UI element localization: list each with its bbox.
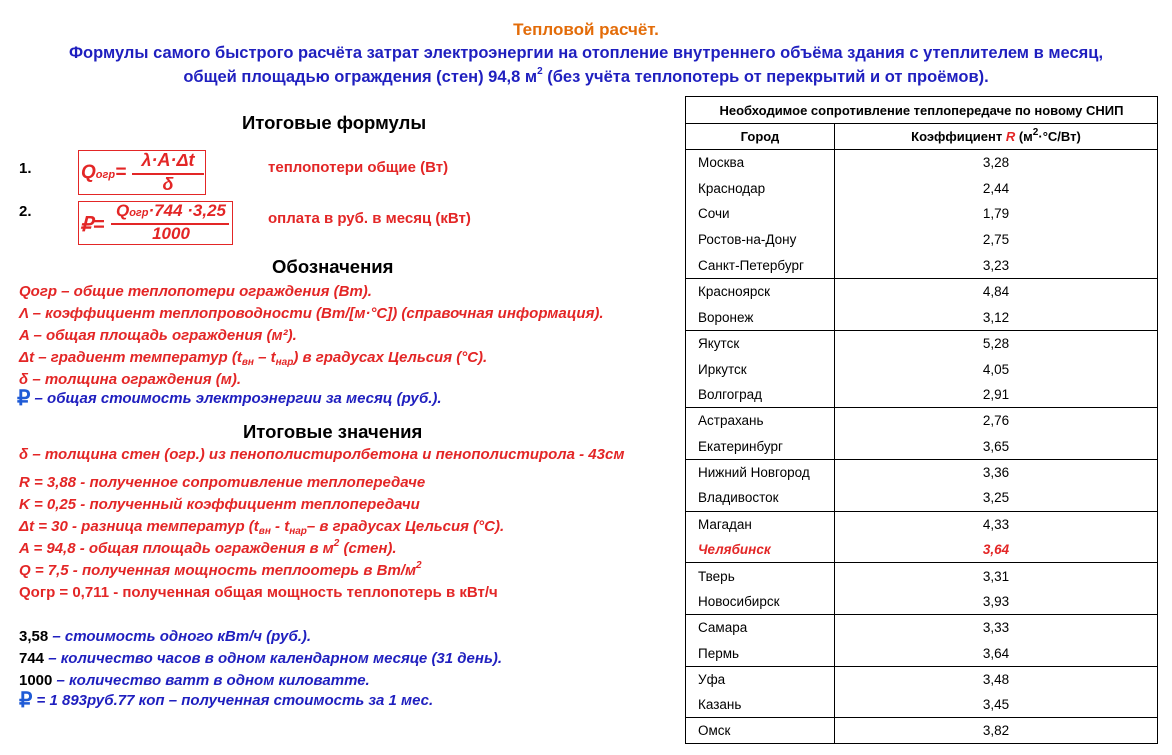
table-row: [686, 537, 1158, 563]
table-cell-city: Санкт-Петербург: [698, 257, 804, 273]
table-cell-city: Якутск: [686, 330, 835, 356]
table-row: [686, 279, 1158, 305]
table-row: [686, 434, 1158, 460]
table-row: [686, 666, 1158, 692]
cost-hours: 744 – количество часов в одном календарном месяце (31 день).: [19, 650, 503, 667]
table-cell-value: 3,28: [835, 149, 1158, 175]
table-row: [686, 615, 1158, 641]
cost-price: 3,58 – стоимость одного кВт/ч (руб.).: [19, 628, 312, 645]
table-cell-city: Красноярск: [686, 279, 835, 305]
table-row: [686, 253, 1158, 279]
formula-2-lhs: ₽=: [80, 214, 105, 236]
table-cell-value: 3,64: [835, 537, 1158, 563]
table-cell-value: 2,76: [835, 408, 1158, 434]
table-row: [686, 563, 1158, 589]
table-caption: Необходимое сопротивление теплопередаче по новому СНИП: [686, 97, 1158, 124]
table-cell-value: 3,36: [835, 459, 1158, 485]
subtitle-line-2-post: (без учёта теплопотерь от перекрытий и от проёмов).: [542, 68, 989, 86]
table-row: [686, 201, 1158, 227]
subtitle-line-2-pre: общей площадью ограждения (стен) 94,8 м: [183, 68, 538, 86]
subtitle-line-2: [0, 68, 1172, 87]
table-cell-value: 3,64: [835, 640, 1158, 666]
table-cell-city: Воронеж: [698, 309, 754, 325]
table-row: [686, 175, 1158, 201]
table-row: [686, 718, 1158, 744]
table-cell-value: 3,23: [835, 253, 1158, 279]
table-cell-city: Омск: [686, 718, 835, 744]
table-cell-value: 2,44: [835, 175, 1158, 201]
snip-resistance-table: [685, 96, 1158, 744]
table-cell-city: Астрахань: [686, 408, 835, 434]
table-cell-value: 4,33: [835, 511, 1158, 537]
value-k: K = 0,25 - полученный коэффициент теплопередачи: [19, 496, 420, 513]
formula-2-number: 2.: [19, 203, 32, 220]
value-dt: Δt = 30 - разница температур ($t_{вн} - t_{нар}-$ в градусах Цельсия (°С).: [19, 518, 505, 537]
table-cell-city: Новосибирск: [698, 593, 780, 609]
formula-1-lhs: Qогр=: [81, 162, 127, 183]
table-cell-city: Магадан: [686, 511, 835, 537]
notation-item-area: A – общая площадь ограждения (м²).: [19, 327, 297, 344]
formula-2-description: оплата в руб. в месяц (кВт): [268, 210, 471, 227]
table-cell-value: 1,79: [835, 201, 1158, 227]
value-thickness: δ – толщина стен (огр.) из пенополистиролбетона и пенополистирола - 43см: [19, 446, 625, 463]
formula-1-box: [78, 150, 206, 195]
table-cell-city: Казань: [698, 697, 742, 713]
table-cell-city: Сочи: [698, 206, 730, 222]
table-cell-city: Ростов-на-Дону: [698, 232, 797, 248]
formula-1-description: теплопотери общие (Вт): [268, 159, 449, 176]
table-row: [686, 330, 1158, 356]
table-cell-value: 2,91: [835, 382, 1158, 408]
table-cell-city: Уфа: [686, 666, 835, 692]
formula-2-denominator: 1000: [152, 224, 190, 243]
ruble-icon: ₽: [17, 387, 31, 410]
cost-total: ₽ = 1 893руб.77 коп – полученная стоимость за 1 мес.: [19, 689, 434, 712]
column-header-coefficient: Коэффициент R $(м^2\cdot^\circ C/Вт)$: [835, 124, 1158, 150]
table-row: [686, 692, 1158, 718]
table-header-row: [686, 124, 1158, 150]
table-row: [686, 640, 1158, 666]
formula-1-denominator: δ: [162, 174, 174, 194]
values-heading: Итоговые значения: [243, 421, 423, 442]
table-cell-city: Иркутск: [698, 361, 747, 377]
table-row: [686, 356, 1158, 382]
ruble-icon: ₽: [19, 689, 33, 712]
notation-item-dt: Δt – градиент температур $(t_{вн} - t_{нар})$ в градусах Цельсия (°С).: [19, 349, 488, 368]
table-row: [686, 589, 1158, 615]
notation-item-rub: ₽ – общая стоимость электроэнергии за месяц (руб.).: [17, 387, 442, 410]
table-caption-row: [686, 97, 1158, 124]
table-cell-city: Тверь: [686, 563, 835, 589]
table-cell-value: 3,12: [835, 304, 1158, 330]
table-row: [686, 304, 1158, 330]
table-cell-value: 4,84: [835, 279, 1158, 305]
column-header-city: Город: [686, 124, 835, 150]
table-row: [686, 149, 1158, 175]
formulas-heading: Итоговые формулы: [242, 112, 427, 133]
table-cell-city: Волгоград: [698, 387, 763, 403]
table-cell-city: Пермь: [698, 645, 740, 661]
table-cell-value: 3,25: [835, 485, 1158, 511]
table-cell-value: 3,33: [835, 615, 1158, 641]
value-r: R = 3,88 - полученное сопротивление теплопередаче: [19, 474, 426, 491]
table-cell-city: Самара: [686, 615, 835, 641]
table-cell-value: 3,93: [835, 589, 1158, 615]
table-row: [686, 408, 1158, 434]
formula-2-box: [78, 201, 233, 245]
table-cell-city: Владивосток: [698, 490, 779, 506]
table-cell-value: 5,28: [835, 330, 1158, 356]
value-qogr: Qогр = 0,711 - полученная общая мощность теплопотерь в кВт/ч: [19, 584, 498, 601]
table-row: [686, 227, 1158, 253]
value-q: Q = 7,5 - полученная мощность теплоотерь в $Вт/м^2$: [19, 560, 422, 579]
formula-2-numerator: Qогр·744 ·3,25: [115, 201, 227, 220]
cost-watts: 1000 – количество ватт в одном киловатте.: [19, 672, 370, 689]
value-area: A = 94,8 - общая площадь ограждения в $м^2$ (стен).: [19, 538, 397, 557]
table-row: [686, 382, 1158, 408]
table-cell-city: Челябинск: [698, 542, 771, 558]
table-cell-city: Краснодар: [698, 180, 766, 196]
table-cell-value: 3,65: [835, 434, 1158, 460]
notation-item-thickness: δ – толщина ограждения (м).: [19, 371, 242, 388]
notation-item-qogr: Qогр – общие теплопотери ограждения (Вт).: [19, 283, 372, 300]
table-cell-value: 2,75: [835, 227, 1158, 253]
table-cell-value: 3,82: [835, 718, 1158, 744]
table-cell-value: 3,48: [835, 666, 1158, 692]
table-row: [686, 459, 1158, 485]
notation-item-lambda: Λ – коэффициент теплопроводности (Вт/[м·°C]) (справочная информация).: [19, 305, 604, 322]
table-cell-value: 4,05: [835, 356, 1158, 382]
notation-heading: Обозначения: [272, 256, 394, 277]
formula-1-numerator: λ·A·Δt: [141, 150, 195, 170]
table-cell-city: Екатеринбург: [698, 438, 783, 454]
page-title: Тепловой расчёт.: [513, 20, 659, 39]
table-cell-value: 3,31: [835, 563, 1158, 589]
subtitle-line-1: Формулы самого быстрого расчёта затрат электроэнергии на отопление внутреннего объёма здания с утеплителем в месяц,: [68, 44, 1104, 62]
table-cell-value: 3,45: [835, 692, 1158, 718]
table-row: [686, 485, 1158, 511]
table-row: [686, 511, 1158, 537]
subtitle-line-2-sup: 2: [537, 66, 543, 77]
table-cell-city: Москва: [698, 155, 745, 171]
formula-1-number: 1.: [19, 160, 32, 177]
table-cell-city: Нижний Новгород: [686, 459, 835, 485]
